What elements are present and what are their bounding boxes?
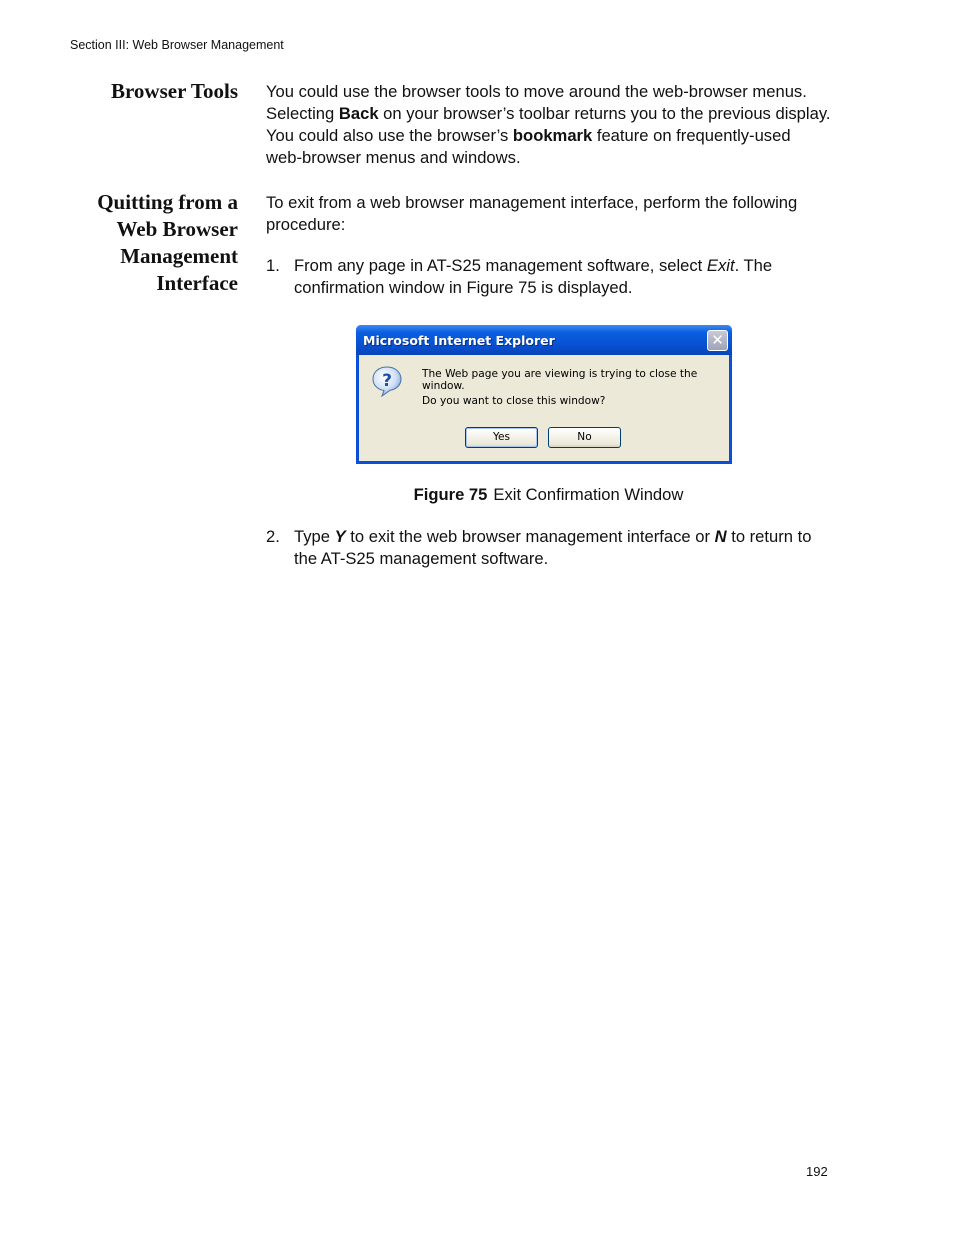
text-run: . The confirmation window in Figure 75 is displayed.	[294, 256, 773, 297]
dialog-message-1: The Web page you are viewing is trying to close the window.	[422, 368, 698, 392]
dialog-message-2: Do you want to close this window?	[422, 395, 606, 407]
browser-tools-paragraph	[266, 81, 831, 169]
section-heading-browser-tools: Browser Tools	[110, 79, 238, 103]
step-text	[294, 255, 831, 299]
text-run: From any page in AT-S25 management software, select	[294, 256, 707, 275]
quitting-intro-paragraph: To exit from a web browser management interface, perform the following procedure:	[266, 193, 798, 234]
procedure-step-1	[266, 255, 831, 299]
no-button[interactable]: No	[548, 427, 621, 448]
section-heading-quitting: Quitting from a Web Browser Management Interface	[97, 190, 238, 295]
procedure-step-2	[266, 526, 831, 570]
exit-confirmation-dialog	[356, 325, 732, 464]
key-n: N	[714, 527, 727, 546]
step-text	[294, 526, 831, 570]
dialog-title: Microsoft Internet Explorer	[363, 333, 555, 348]
step-number: 1.	[266, 256, 280, 275]
text-run: You could use the browser tools to move around the web-browser menus. Selecting	[266, 82, 807, 123]
italic-term-exit: Exit	[706, 256, 735, 275]
text-run: Type	[294, 527, 335, 546]
bold-term-bookmark: bookmark	[512, 126, 593, 145]
text-run: to return to the AT-S25 management software.	[294, 527, 812, 568]
figure-caption-text: Exit Confirmation Window	[493, 485, 684, 504]
question-icon	[371, 365, 403, 397]
close-button[interactable]: ✕	[707, 330, 728, 351]
figure-caption	[266, 485, 831, 505]
step-number: 2.	[266, 527, 280, 546]
bold-term-back: Back	[338, 104, 379, 123]
key-y: Y	[334, 527, 346, 546]
text-run: feature on frequently-used web-browser menus and windows.	[266, 126, 791, 167]
running-head: Section III: Web Browser Management	[70, 38, 284, 52]
text-run: on your browser’s toolbar returns you to the previous display. You could also use the browser’s	[266, 104, 831, 145]
page-number: 192	[806, 1164, 828, 1179]
dialog-titlebar	[356, 325, 732, 355]
svg-text:?: ?	[382, 371, 392, 391]
yes-button[interactable]: Yes	[465, 427, 538, 448]
figure-label: Figure 75	[413, 485, 488, 504]
text-run: to exit the web browser management interface or	[345, 527, 715, 546]
